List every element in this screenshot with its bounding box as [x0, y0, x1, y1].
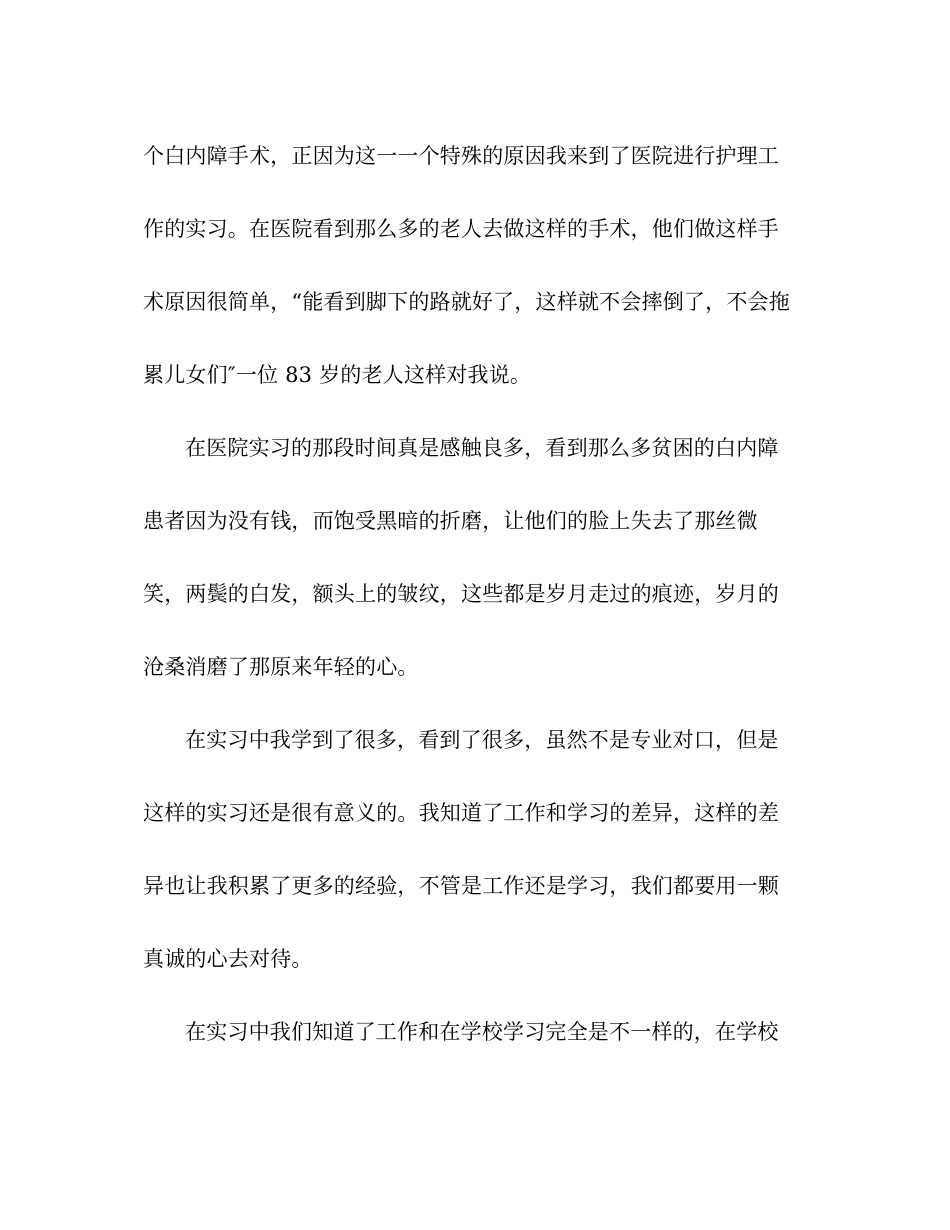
paragraph-first-line: 在实习中我学到了很多，看到了很多，虽然不是专业对口，但是: [185, 728, 779, 752]
text-line: 术原因很简单，“能看到脚下的路就好了，这样就不会摔倒了，不会拖: [143, 290, 790, 314]
text-line: 异也让我积累了更多的经验，不管是工作还是学习，我们都要用一颗: [143, 874, 779, 898]
paragraph-first-line: 在实习中我们知道了工作和在学校学习完全是不一样的，在学校: [185, 1020, 779, 1044]
text-line: 真诚的心去对待。: [143, 947, 313, 971]
text-line: 累儿女们″一位 83 岁的老人这样对我说。: [143, 363, 532, 387]
text-line: 这样的实习还是很有意义的。我知道了工作和学习的差异，这样的差: [143, 801, 779, 825]
text-line: 作的实习。在医院看到那么多的老人去做这样的手术，他们做这样手: [143, 217, 779, 241]
paragraph-first-line: 在医院实习的那段时间真是感触良多，看到那么多贫困的白内障: [185, 436, 779, 460]
text-line: 笑，两鬓的白发，额头上的皱纹，这些都是岁月走过的痕迹，岁月的: [143, 582, 779, 606]
text-line: 沧桑消磨了那原来年轻的心。: [143, 655, 419, 679]
text-line: 个白内障手术，正因为这一一个特殊的原因我来到了医院进行护理工: [143, 144, 779, 168]
text-line: 患者因为没有钱，而饱受黑暗的折磨，让他们的脸上失去了那丝微: [143, 509, 758, 533]
